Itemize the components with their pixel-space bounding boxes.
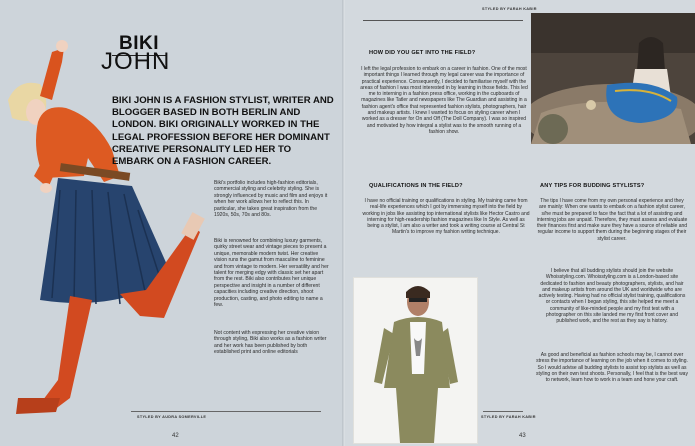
lead-paragraph: BIKI JOHN IS A FASHION STYLIST, WRITER AND BLOGGER BASED IN BOTH BERLIN AND LONDON. BIKI ORIGINALLY WORKED IN THE LEGAL PROFESSION BEFORE HER DOMINANT CREATIVE PERSONALITY LED HER TO EMBARK ON A FASHION CAREER. xyxy=(112,95,334,168)
bottom-credit: STYLED BY FARAH KABIR xyxy=(481,415,536,419)
q1-heading: HOW DID YOU GET INTO THE FIELD? xyxy=(369,50,476,56)
q3-paragraph-2: I believe that all budding stylists should join the website Whoisstyling.com. Whoisstyling.com is a London-based site dedicated to fashion and beauty photographers, stylists, and hair and makeup artists from around the UK and worldwide who are actively testing. Having had no official stylist training, qualifications or contacts when I began styling, this site helped me meet a community of like-minded people and my first test with a photographer on this site landed me my first front cover and published work, and the rest as they say is history. xyxy=(538,268,686,325)
q3-paragraph-1: The tips I have come from my own personal experience and they are mainly: When one wants to embark on a fashion stylist career, s/he must be prepared to face the fact that a lot of assisting and interning jobs are unpaid. Therefore, they must assess and evaluate their finances first and make sure they have a source of reliable and regular income to support them during the beginning stages of their stylist career. xyxy=(536,198,688,242)
body-paragraph-1: Biki's portfolio includes high-fashion editorials, commercial styling and celebrity styling. She is strongly influenced by music and film and enjoys it when her work allows her to reflect this. In particular, she takes great inspiration from the 1920s, 50s, 70s and 80s. xyxy=(214,180,328,219)
footer-rule-right xyxy=(483,411,523,412)
q2-answer: I have no official training or qualifications in styling. My training came from real-life experiences which I got by immersing myself into the field by working in jobs like assisting top international stylists like Hector Castro and interning for high-readership fashion magazines like In Style. As well as being a stylist, I am also a writer and took a writing course at Central St Martin's to improve my fashion writing technique. xyxy=(362,198,530,236)
man-in-suit-photo xyxy=(353,277,478,444)
woman-on-rug-photo xyxy=(531,13,695,144)
header-rule xyxy=(363,20,523,21)
q3-heading: ANY TIPS FOR BUDDING STYLISTS? xyxy=(540,183,645,189)
title-last-name: JOHN xyxy=(101,48,171,75)
footer-rule xyxy=(131,411,321,412)
header-credit: STYLED BY FARAH KABIR xyxy=(482,7,537,11)
q1-answer: I left the legal profession to embark on a career in fashion. One of the most important things I learned through my legal career was the importance of practical experience. Consequently, I decided to familiarise myself with the areas of fashion I was most interested in by learning in those fields. This led me to interning in a fashion press office, working in the cupboards of magazines like Tatler and newspapers like The Guardian and assisting in a fashion agent's office that represented fashion stylists, photographers, hair and makeup artists. I knew I wanted to focus on styling career when I worked as a dresser for On and Off (The Doll Company). I was so inspired and motivated by how integral a stylist was to the smooth running of a fashion show. xyxy=(360,66,528,135)
body-paragraph-2: Biki is renowned for combining luxury garments, quirky street wear and vintage pieces to present a unique, memorable modern twist. Her creative vision runs the gamut from masculine to feminine and from vintage to modern. Her versatility and her talent for merging edgy with classic set her apart from the rest. Biki also contributes her unique perspective and insight in a number of different capacities including creative direction, shoot production, casting, and photo editing to name a few. xyxy=(214,238,329,309)
left-credit: STYLED BY AUDRA SOMERVILLE xyxy=(137,415,207,419)
page-number-right: 43 xyxy=(519,433,526,439)
body-paragraph-3: Not content with expressing her creative vision through styling, Biki also works as a fashion writer and her work has been published by both established print and online editorials xyxy=(214,330,327,356)
q3-paragraph-3: As good and beneficial as fashion schools may be, I cannot over stress the importance of learning on the job when it comes to styling. So I would advise all budding stylists to assist top stylists as well as styling on their own test shoots. Personally, I feel that is the best way to network, learn how to work in a team and hone your craft. xyxy=(536,352,688,384)
q2-heading: QUALIFICATIONS IN THE FIELD? xyxy=(369,183,463,189)
left-page xyxy=(0,0,345,446)
page-number-left: 42 xyxy=(172,433,179,439)
title-first-name: BIKI xyxy=(119,33,159,54)
